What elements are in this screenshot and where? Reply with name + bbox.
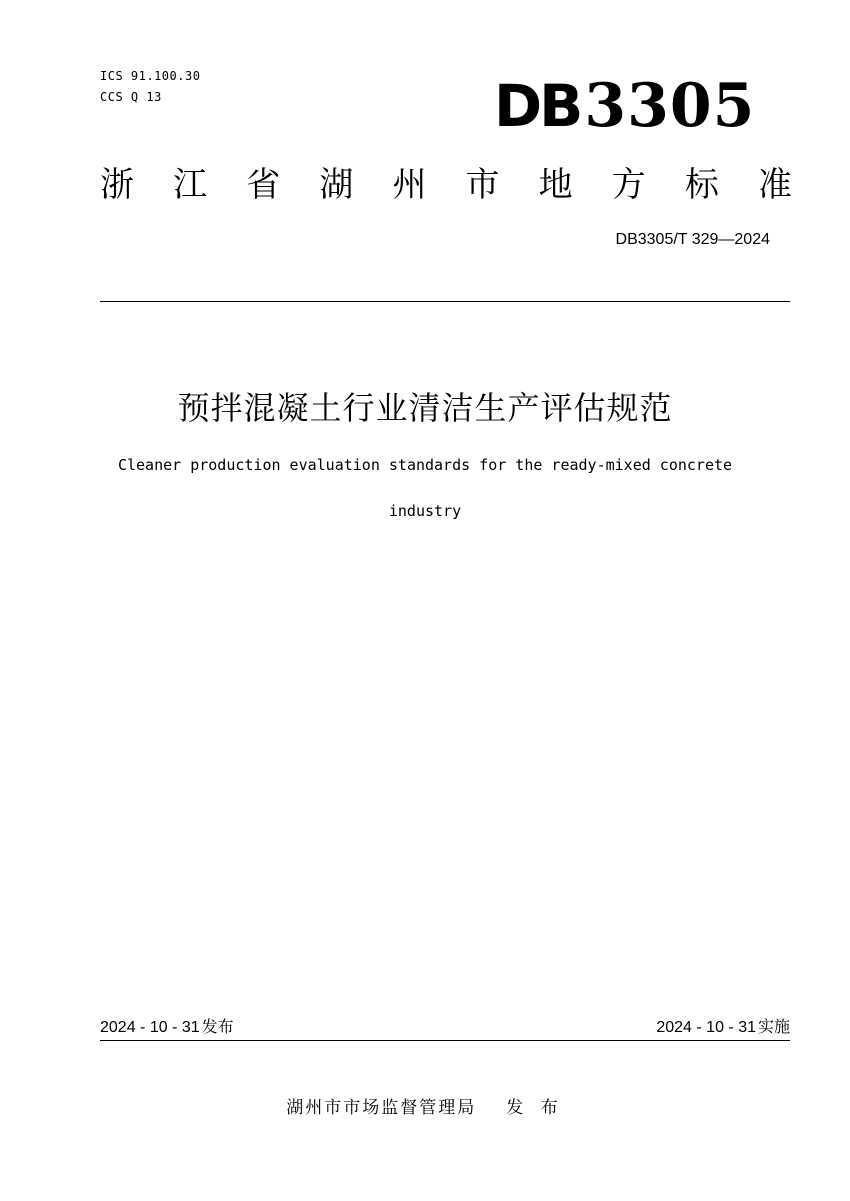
title-char: 标 [684,165,719,205]
implement-label: 实施 [757,1019,790,1036]
title-char: 省 [246,165,281,205]
date-row [100,1018,790,1041]
title-char: 州 [392,165,427,205]
release-label: 发布 [201,1019,234,1036]
db-prefix: DB [494,74,581,138]
standard-category-title [100,160,792,210]
standard-number: DB3305/T 329—2024 [615,231,770,248]
issuer-row [0,1095,850,1121]
title-char: 浙 [100,165,134,205]
document-title-en [40,442,810,534]
document-title-cn: 预拌混凝土行业清洁生产评估规范 [177,389,673,427]
implement-date: 2024 - 10 - 31 [656,1019,756,1036]
title-char: 江 [173,165,208,205]
title-en-line: Cleaner production evaluation standards for the ready-mixed concrete [117,456,733,474]
header-divider [100,301,790,302]
ics-code: ICS 91.100.30 [100,69,201,83]
implement-date-block [656,1018,790,1038]
title-char: 地 [538,165,573,205]
title-char: 湖 [319,165,354,205]
db-region-code: 3305 [584,74,756,138]
title-char: 准 [757,165,792,205]
publish-label: 发 布 [506,1098,564,1118]
ccs-code: CCS Q 13 [100,90,162,104]
release-date-block [100,1018,234,1038]
title-en-line: industry [388,502,462,520]
issuing-authority: 湖州市市场监督管理局 [286,1098,477,1118]
title-char: 方 [611,165,646,205]
classification-codes [100,66,200,108]
db-standard-mark [494,74,770,138]
title-char: 市 [465,165,500,205]
release-date: 2024 - 10 - 31 [100,1019,200,1036]
